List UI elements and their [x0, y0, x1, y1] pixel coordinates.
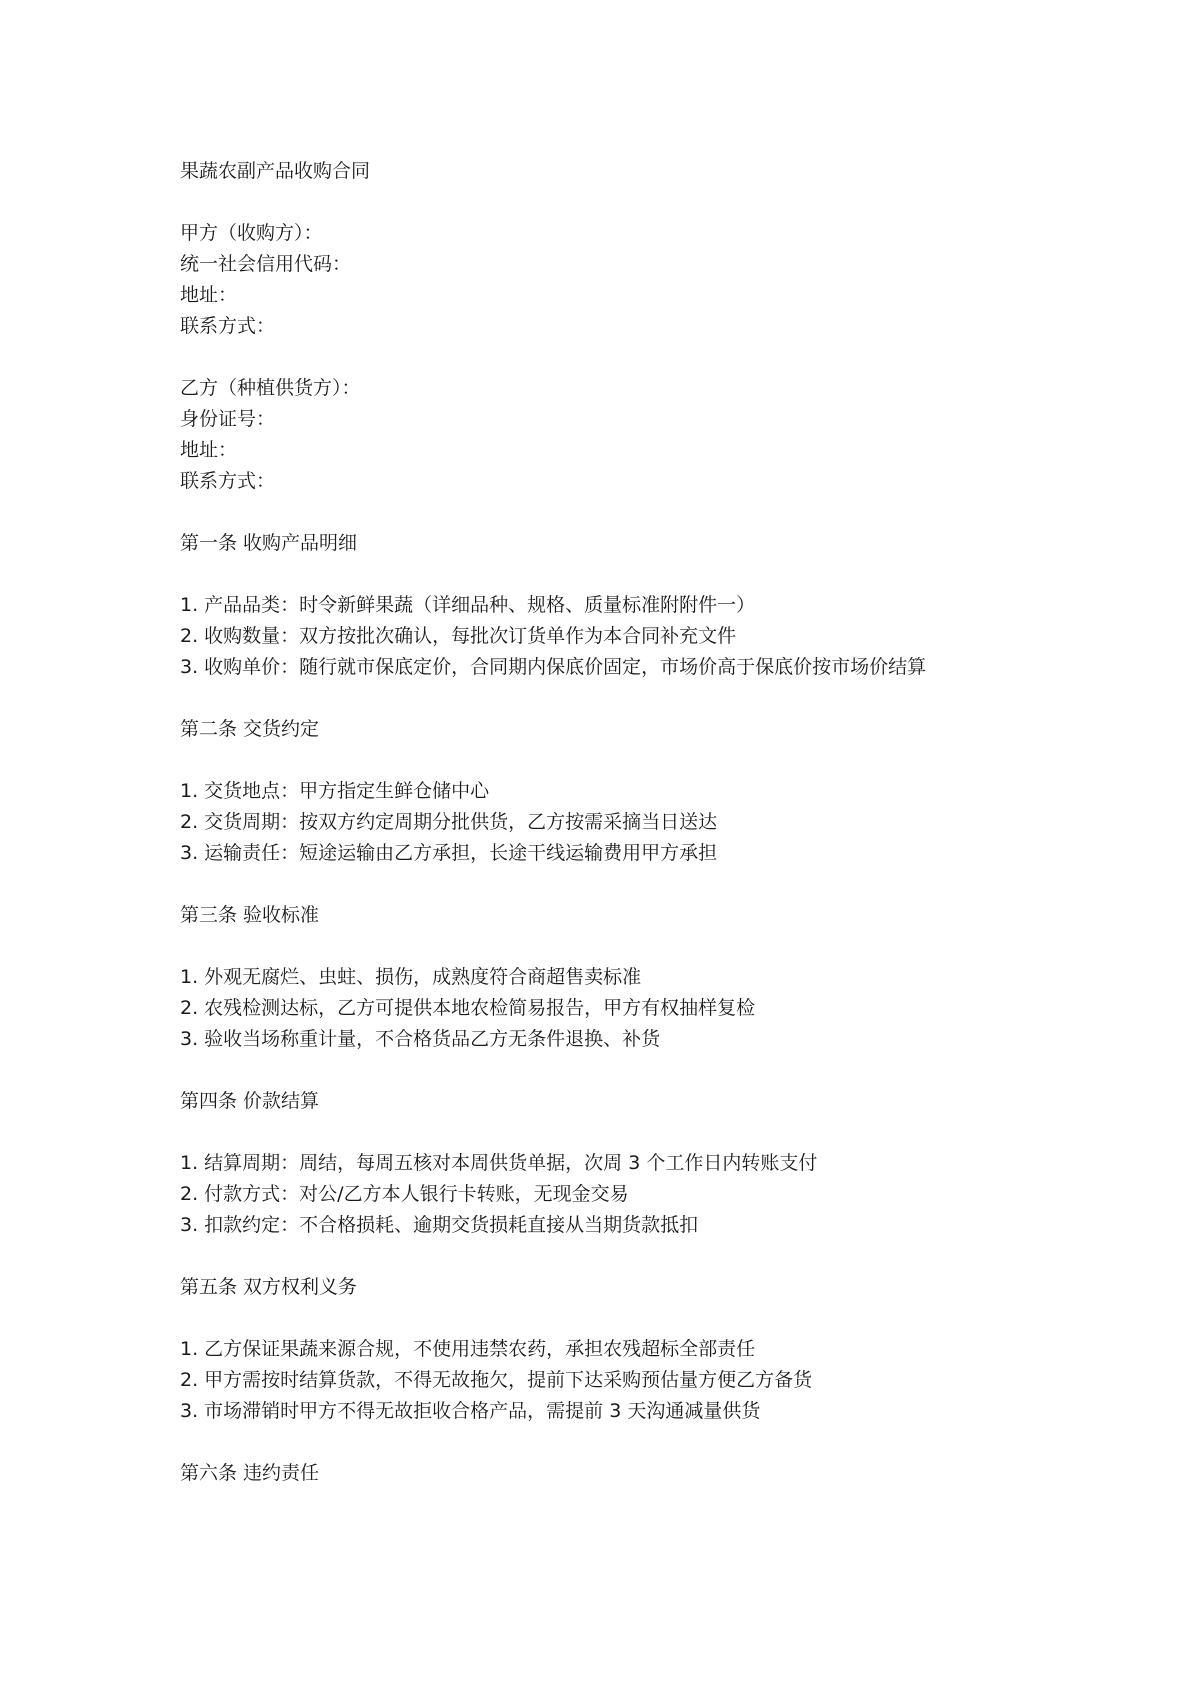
- party-a-heading: 甲方（收购方）：: [180, 222, 323, 244]
- party-b-id-number: 身份证号：: [180, 408, 276, 430]
- clause-item: 3. 市场滞销时甲方不得无故拒收合格产品，需提前 3 天沟通减量供货: [180, 1400, 761, 1422]
- section-heading: 第五条 双方权利义务: [180, 1276, 358, 1298]
- clause-item: 1. 结算周期：周结，每周五核对本周供货单据，次周 3 个工作日内转账支付: [180, 1152, 818, 1174]
- section-5: [180, 1272, 1080, 1427]
- section-4: [180, 1086, 1080, 1241]
- party-a-address: 地址：: [180, 284, 238, 306]
- spacer: [180, 1427, 1080, 1458]
- section-6: [180, 1458, 1080, 1489]
- clause-item: 3. 验收当场称重计量，不合格货品乙方无条件退换、补货: [180, 1028, 661, 1050]
- spacer: [180, 1055, 1080, 1086]
- clause-item: 3. 扣款约定：不合格损耗、逾期交货损耗直接从当期货款抵扣: [180, 1214, 699, 1236]
- section-3: [180, 900, 1080, 1055]
- spacer: [180, 745, 1080, 776]
- clause-item: 1. 产品品类：时令新鲜果蔬（详细品种、规格、质量标准附附件一）: [180, 594, 756, 616]
- section-heading: 第二条 交货约定: [180, 718, 320, 740]
- clause-item: 2. 付款方式：对公/乙方本人银行卡转账，无现金交易: [180, 1183, 629, 1205]
- section-heading: 第四条 价款结算: [180, 1090, 320, 1112]
- section-heading: 第三条 验收标准: [180, 904, 320, 926]
- spacer: [180, 1241, 1080, 1272]
- spacer: [180, 869, 1080, 900]
- clause-item: 3. 运输责任：短途运输由乙方承担，长途干线运输费用甲方承担: [180, 842, 718, 864]
- party-b-contact: 联系方式：: [180, 470, 276, 492]
- party-a-credit-code: 统一社会信用代码：: [180, 253, 352, 275]
- party-b-address: 地址：: [180, 439, 238, 461]
- clause-item: 2. 甲方需按时结算货款，不得无故拖欠，提前下达采购预估量方便乙方备货: [180, 1369, 813, 1391]
- spacer: [180, 342, 1080, 373]
- party-a-contact: 联系方式：: [180, 315, 276, 337]
- clause-item: 2. 收购数量：双方按批次确认，每批次订货单作为本合同补充文件: [180, 625, 737, 647]
- spacer: [180, 683, 1080, 714]
- spacer: [180, 1303, 1080, 1334]
- clause-item: 1. 乙方保证果蔬来源合规，不使用违禁农药，承担农残超标全部责任: [180, 1338, 756, 1360]
- clause-item: 2. 交货周期：按双方约定周期分批供货，乙方按需采摘当日送达: [180, 811, 718, 833]
- spacer: [180, 559, 1080, 590]
- party-a-block: [180, 218, 1080, 342]
- party-b-heading: 乙方（种植供货方）：: [180, 377, 361, 399]
- document-title: 果蔬农副产品收购合同: [180, 160, 371, 182]
- section-heading: 第一条 收购产品明细: [180, 532, 358, 554]
- clause-item: 3. 收购单价：随行就市保底定价，合同期内保底价固定，市场价高于保底价按市场价结算: [180, 656, 927, 678]
- section-heading: 第六条 违约责任: [180, 1462, 320, 1484]
- contract-document: [180, 156, 1080, 1489]
- section-2: [180, 714, 1080, 869]
- spacer: [180, 1117, 1080, 1148]
- clause-item: 2. 农残检测达标，乙方可提供本地农检简易报告，甲方有权抽样复检: [180, 997, 756, 1019]
- party-b-block: [180, 373, 1080, 497]
- spacer: [180, 931, 1080, 962]
- clause-item: 1. 外观无腐烂、虫蛀、损伤，成熟度符合商超售卖标准: [180, 966, 642, 988]
- spacer: [180, 187, 1080, 218]
- section-1: [180, 528, 1080, 683]
- spacer: [180, 497, 1080, 528]
- clause-item: 1. 交货地点：甲方指定生鲜仓储中心: [180, 780, 490, 802]
